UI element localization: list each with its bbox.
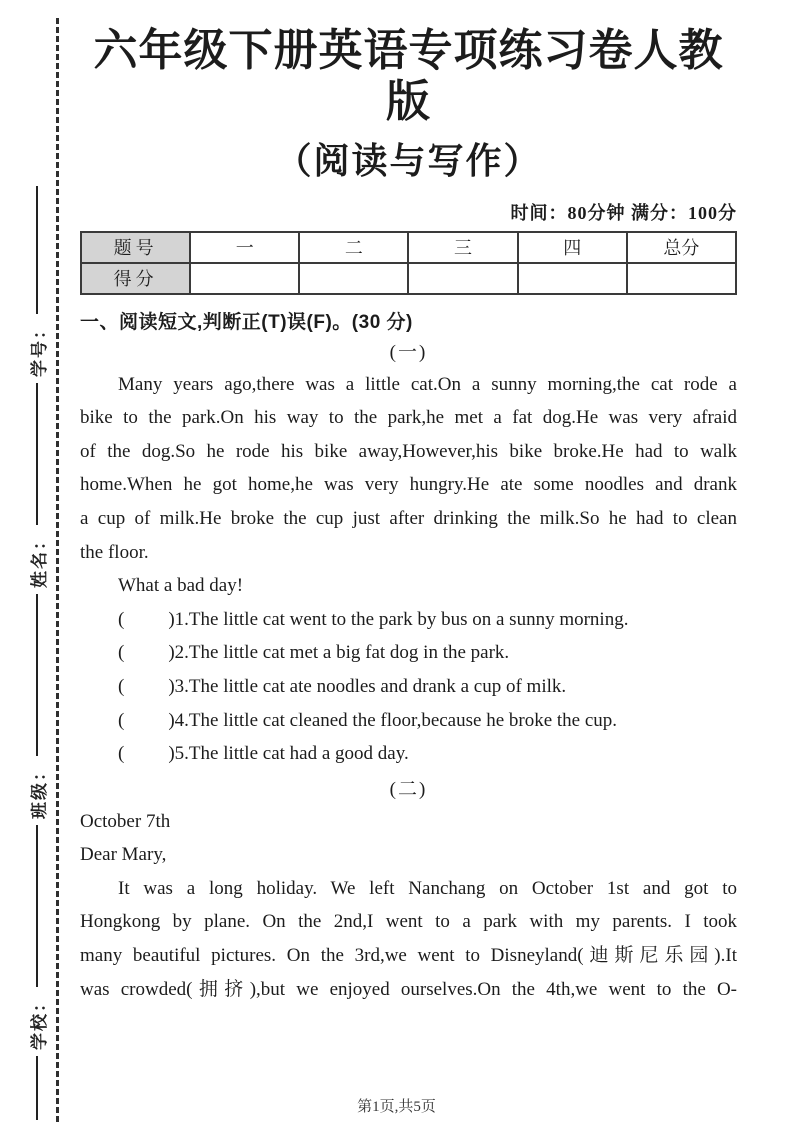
letter-line: It was a long holiday. We left Nanchang on October 1st and got to	[118, 877, 737, 899]
question-item	[80, 737, 737, 771]
name-label: 姓名：	[29, 531, 49, 588]
score-table	[80, 231, 737, 295]
letter-line: was crowded(拥挤),but we enjoyed ourselves.On the 4th,we went to the O-	[80, 978, 737, 1000]
letter-line: Hongkong by plane. On the 2nd,I went to a park with my parents. I took	[80, 911, 737, 933]
passage-closing-line: What a bad day!	[118, 575, 244, 597]
question-text: 1.The little cat went to the park by bus on a sunny morning.	[174, 608, 629, 630]
answer-bracket-close: )	[168, 675, 175, 697]
question-text: 3.The little cat ate noodles and drank a cup of milk.	[174, 675, 567, 697]
score-cell-empty	[299, 263, 408, 294]
letter-line: many beautiful pictures. On the 3rd,we went to Disneyland(迪斯尼乐园).It	[80, 945, 737, 967]
score-table-header-cell: 题号	[81, 232, 190, 263]
exam-title: 六年级下册英语专项练习卷人教版	[93, 26, 724, 126]
question-text: 2.The little cat met a big fat dog in the park.	[174, 642, 510, 664]
passage-one-label: (一)	[389, 341, 428, 363]
score-table-header-cell: 一	[190, 232, 299, 263]
question-text: 5.The little cat had a good day.	[174, 743, 409, 765]
answer-bracket-open: (	[118, 642, 125, 664]
passage-line: bike to the park.On his way to the park,he met a fat dog.He was very afraid	[80, 407, 737, 429]
score-cell-empty	[190, 263, 299, 294]
class-label: 班级：	[29, 762, 49, 819]
passage-line: home.When he got home,he was very hungry.He ate some noodles and drank	[80, 474, 737, 496]
passage-one	[80, 368, 737, 603]
score-table-header-row	[81, 232, 736, 263]
time-score-meta: 时间：80分钟 满分：100分	[510, 202, 737, 223]
question-item	[80, 603, 737, 637]
score-table-header-cell: 三	[408, 232, 517, 263]
passage-two-label: (二)	[389, 778, 428, 800]
passage-line: a cup of milk.He broke the cup just after drinking the milk.So he had to clean	[80, 507, 737, 529]
page-number-footer: 第1页,共5页	[357, 1099, 436, 1115]
passage-line: the floor.	[80, 541, 149, 563]
score-table-header-cell: 四	[518, 232, 627, 263]
passage-two-letter	[80, 805, 737, 1007]
answer-bracket-open: (	[118, 608, 125, 630]
class-blank-line	[36, 825, 38, 987]
score-cell-empty	[627, 263, 736, 294]
true-false-questions	[80, 603, 737, 771]
student-id-blank-line	[36, 383, 38, 525]
question-item	[80, 636, 737, 670]
name-blank-line	[36, 594, 38, 756]
school-label: 学校：	[29, 993, 49, 1050]
section-one-heading: 一、阅读短文,判断正(T)误(F)。(30 分)	[80, 311, 413, 333]
answer-bracket-open: (	[118, 743, 125, 765]
answer-bracket-open: (	[118, 709, 125, 731]
passage-line: Many years ago,there was a little cat.On a sunny morning,the cat rode a	[118, 373, 737, 395]
letter-salutation: Dear Mary,	[80, 844, 167, 866]
answer-bracket-close: )	[168, 743, 175, 765]
exam-subtitle: （阅读与写作）	[275, 141, 542, 182]
score-cell-empty	[518, 263, 627, 294]
score-table-header-cell: 二	[299, 232, 408, 263]
score-cell-empty	[408, 263, 517, 294]
answer-bracket-open: (	[118, 675, 125, 697]
letter-date: October 7th	[80, 810, 171, 832]
question-item	[80, 704, 737, 738]
score-table-score-row	[81, 263, 736, 294]
student-id-label: 学号：	[29, 320, 49, 377]
passage-line: of the dog.So he rode his bike away,However,his bike broke.He had to walk	[80, 440, 737, 462]
question-text: 4.The little cat cleaned the floor,because he broke the cup.	[174, 709, 618, 731]
answer-bracket-close: )	[168, 608, 175, 630]
answer-bracket-close: )	[168, 709, 175, 731]
exam-content	[80, 0, 737, 1006]
score-table-header-cell: 总分	[627, 232, 736, 263]
answer-bracket-close: )	[168, 642, 175, 664]
question-item	[80, 670, 737, 704]
student-info-margin	[14, 18, 60, 1122]
top-blank-line	[36, 186, 38, 314]
score-row-label-cell: 得分	[81, 263, 190, 294]
